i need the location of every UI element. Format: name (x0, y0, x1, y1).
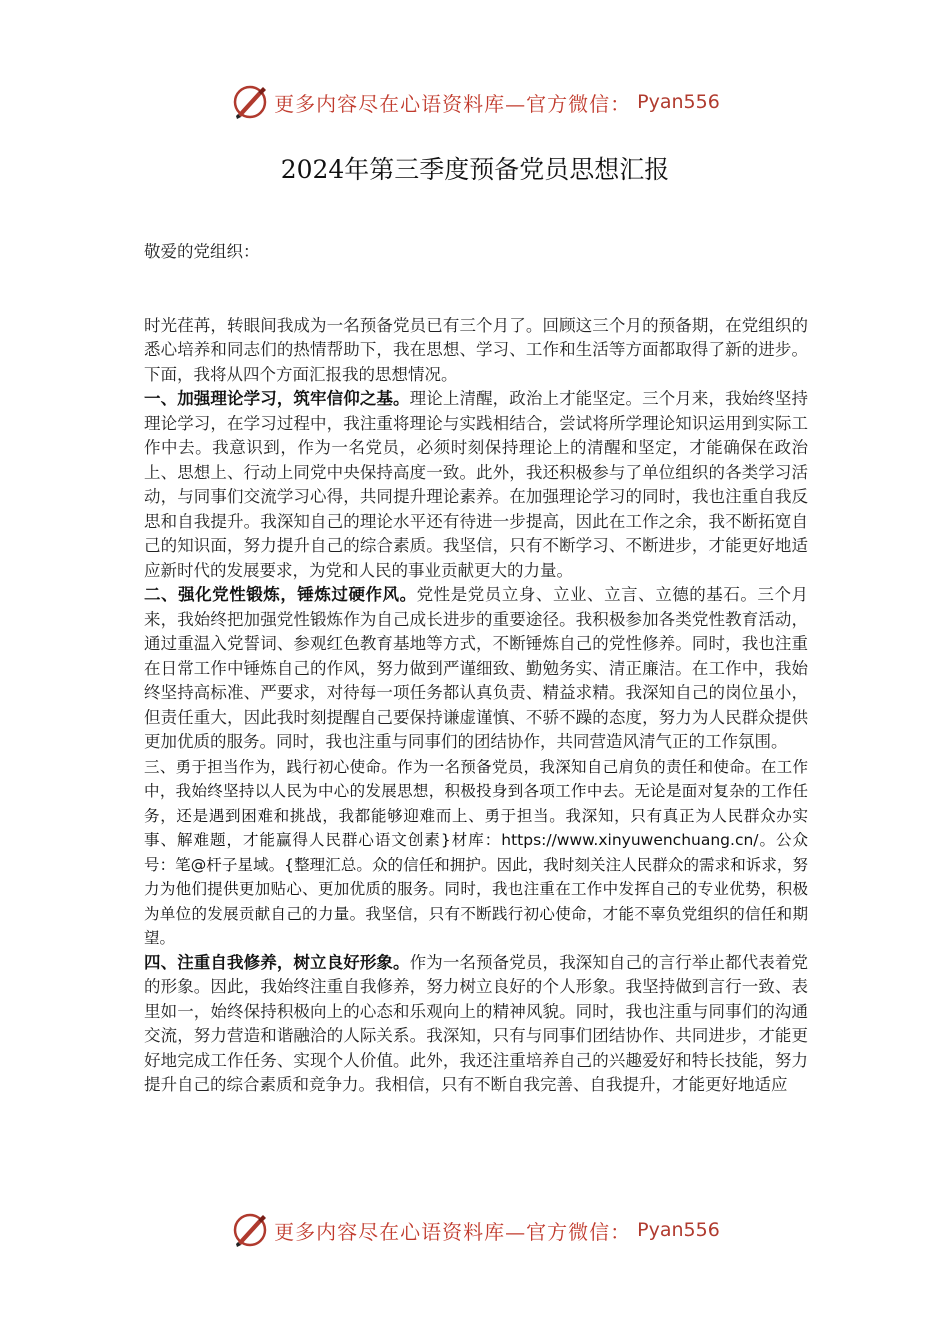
intro-paragraph: 时光荏苒，转眼间我成为一名预备党员已有三个月了。回顾这三个月的预备期，在党组织的悉心培养和同志们的热情帮助下，我在思想、学习、工作和生活等方面都取得了新的进步。下面，我将从四个方面汇报我的思想情况。 (144, 315, 808, 384)
banner-text: 更多内容尽在心语资料库—官方微信： (274, 91, 632, 116)
pen-logo-icon (230, 82, 270, 122)
banner-wechat-id: Pyan556 (637, 91, 720, 113)
section-2-heading: 二、强化党性锻炼，锤炼过硬作风。 (144, 585, 417, 604)
banner-text: 更多内容尽在心语资料库—官方微信： (274, 1219, 632, 1244)
section-3-text: 三、勇于担当作为，践行初心使命。作为一名预备党员，我深知自己肩负的责任和使命。在工作中，我始终坚持以人民为中心的发展思想，积极投身到各项工作中去。无论是面对复杂的工作任务，还是遇到困难和挑战，我都能够迎难而上、勇于担当。我深知，只有真正为人民群众办实事、解难题，才能赢得人民群心语文创素}材库：https://www.xinyuwenchuang.cn/。公众号：笔@杆子星域。{整理汇总。众的信任和拥护。因此，我时刻关注人民群众的需求和诉求，努力为他们提供更加贴心、更加优质的服务。同时，我也注重在工作中发挥自己的专业优势，积极为单位的发展贡献自己的力量。我坚信，只有不断践行初心使命，才能不辜负党组织的信任和期望。 (144, 757, 808, 947)
section-2 (144, 583, 808, 755)
paragraph-gap (144, 289, 808, 314)
salutation: 敬爱的党组织： (144, 242, 260, 261)
header-banner (0, 78, 950, 126)
banner-inner (230, 1210, 720, 1250)
section-3 (144, 755, 808, 951)
section-1-text: 理论上清醒，政治上才能坚定。三个月来，我始终坚持理论学习，在学习过程中，我注重将理论与实践相结合，尝试将所学理论知识运用到实际工作中去。我意识到，作为一名党员，必须时刻保持理论上的清醒和坚定，才能确保在政治上、思想上、行动上同党中央保持高度一致。此外，我还积极参与了单位组织的各类学习活动，与同事们交流学习心得，共同提升理论素养。在加强理论学习的同时，我也注重自我反思和自我提升。我深知自己的理论水平还有待进一步提高，因此在工作之余，我不断拓宽自己的知识面，努力提升自己的综合素质。我坚信，只有不断学习、不断进步，才能更好地适应新时代的发展要求，为党和人民的事业贡献更大的力量。 (144, 389, 809, 580)
section-1 (144, 387, 808, 583)
section-4-heading: 四、注重自我修养，树立良好形象。 (144, 952, 410, 972)
pen-logo-icon (230, 1210, 270, 1250)
document-body (144, 240, 808, 1098)
section-2-text: 党性是党员立身、立业、立言、立德的基石。三个月来，我始终把加强党性锻炼作为自己成长进步的重要途径。我积极参加各类党性教育活动，通过重温入党誓词、参观红色教育基地等方式，不断锤炼自己的党性修养。同时，我也注重在日常工作中锤炼自己的作风，努力做到严谨细致、勤勉务实、清正廉洁。在工作中，我始终坚持高标准、严要求，对待每一项任务都认真负责、精益求精。我深知自己的岗位虽小，但责任重大，因此我时刻提醒自己要保持谦虚谨慎、不骄不躁的态度，努力为人民群众提供更加优质的服务。同时，我也注重与同事们的团结协作，共同营造风清气正的工作氛围。 (144, 585, 809, 751)
section-4 (144, 951, 808, 1098)
page-title: 2024年第三季度预备党员思想汇报 (280, 155, 670, 184)
footer-banner (0, 1206, 950, 1254)
section-1-heading: 一、加强理论学习，筑牢信仰之基。 (144, 389, 410, 408)
section-4-text: 作为一名预备党员，我深知自己的言行举止都代表着党的形象。因此，我始终注重自我修养，努力树立良好的个人形象。我坚持做到言行一致、表里如一，始终保持积极向上的心态和乐观向上的精神风貌。同时，我也注重与同事们的沟通交流，努力营造和谐融洽的人际关系。我深知，只有与同事们团结协作、共同进步，才能更好地完成工作任务、实现个人价值。此外，我还注重培养自己的兴趣爱好和特长技能，努力提升自己的综合素质和竞争力。我相信，只有不断自我完善、自我提升，才能更好地适应 (144, 952, 809, 1094)
banner-inner (230, 82, 720, 122)
banner-wechat-id: Pyan556 (637, 1219, 720, 1241)
